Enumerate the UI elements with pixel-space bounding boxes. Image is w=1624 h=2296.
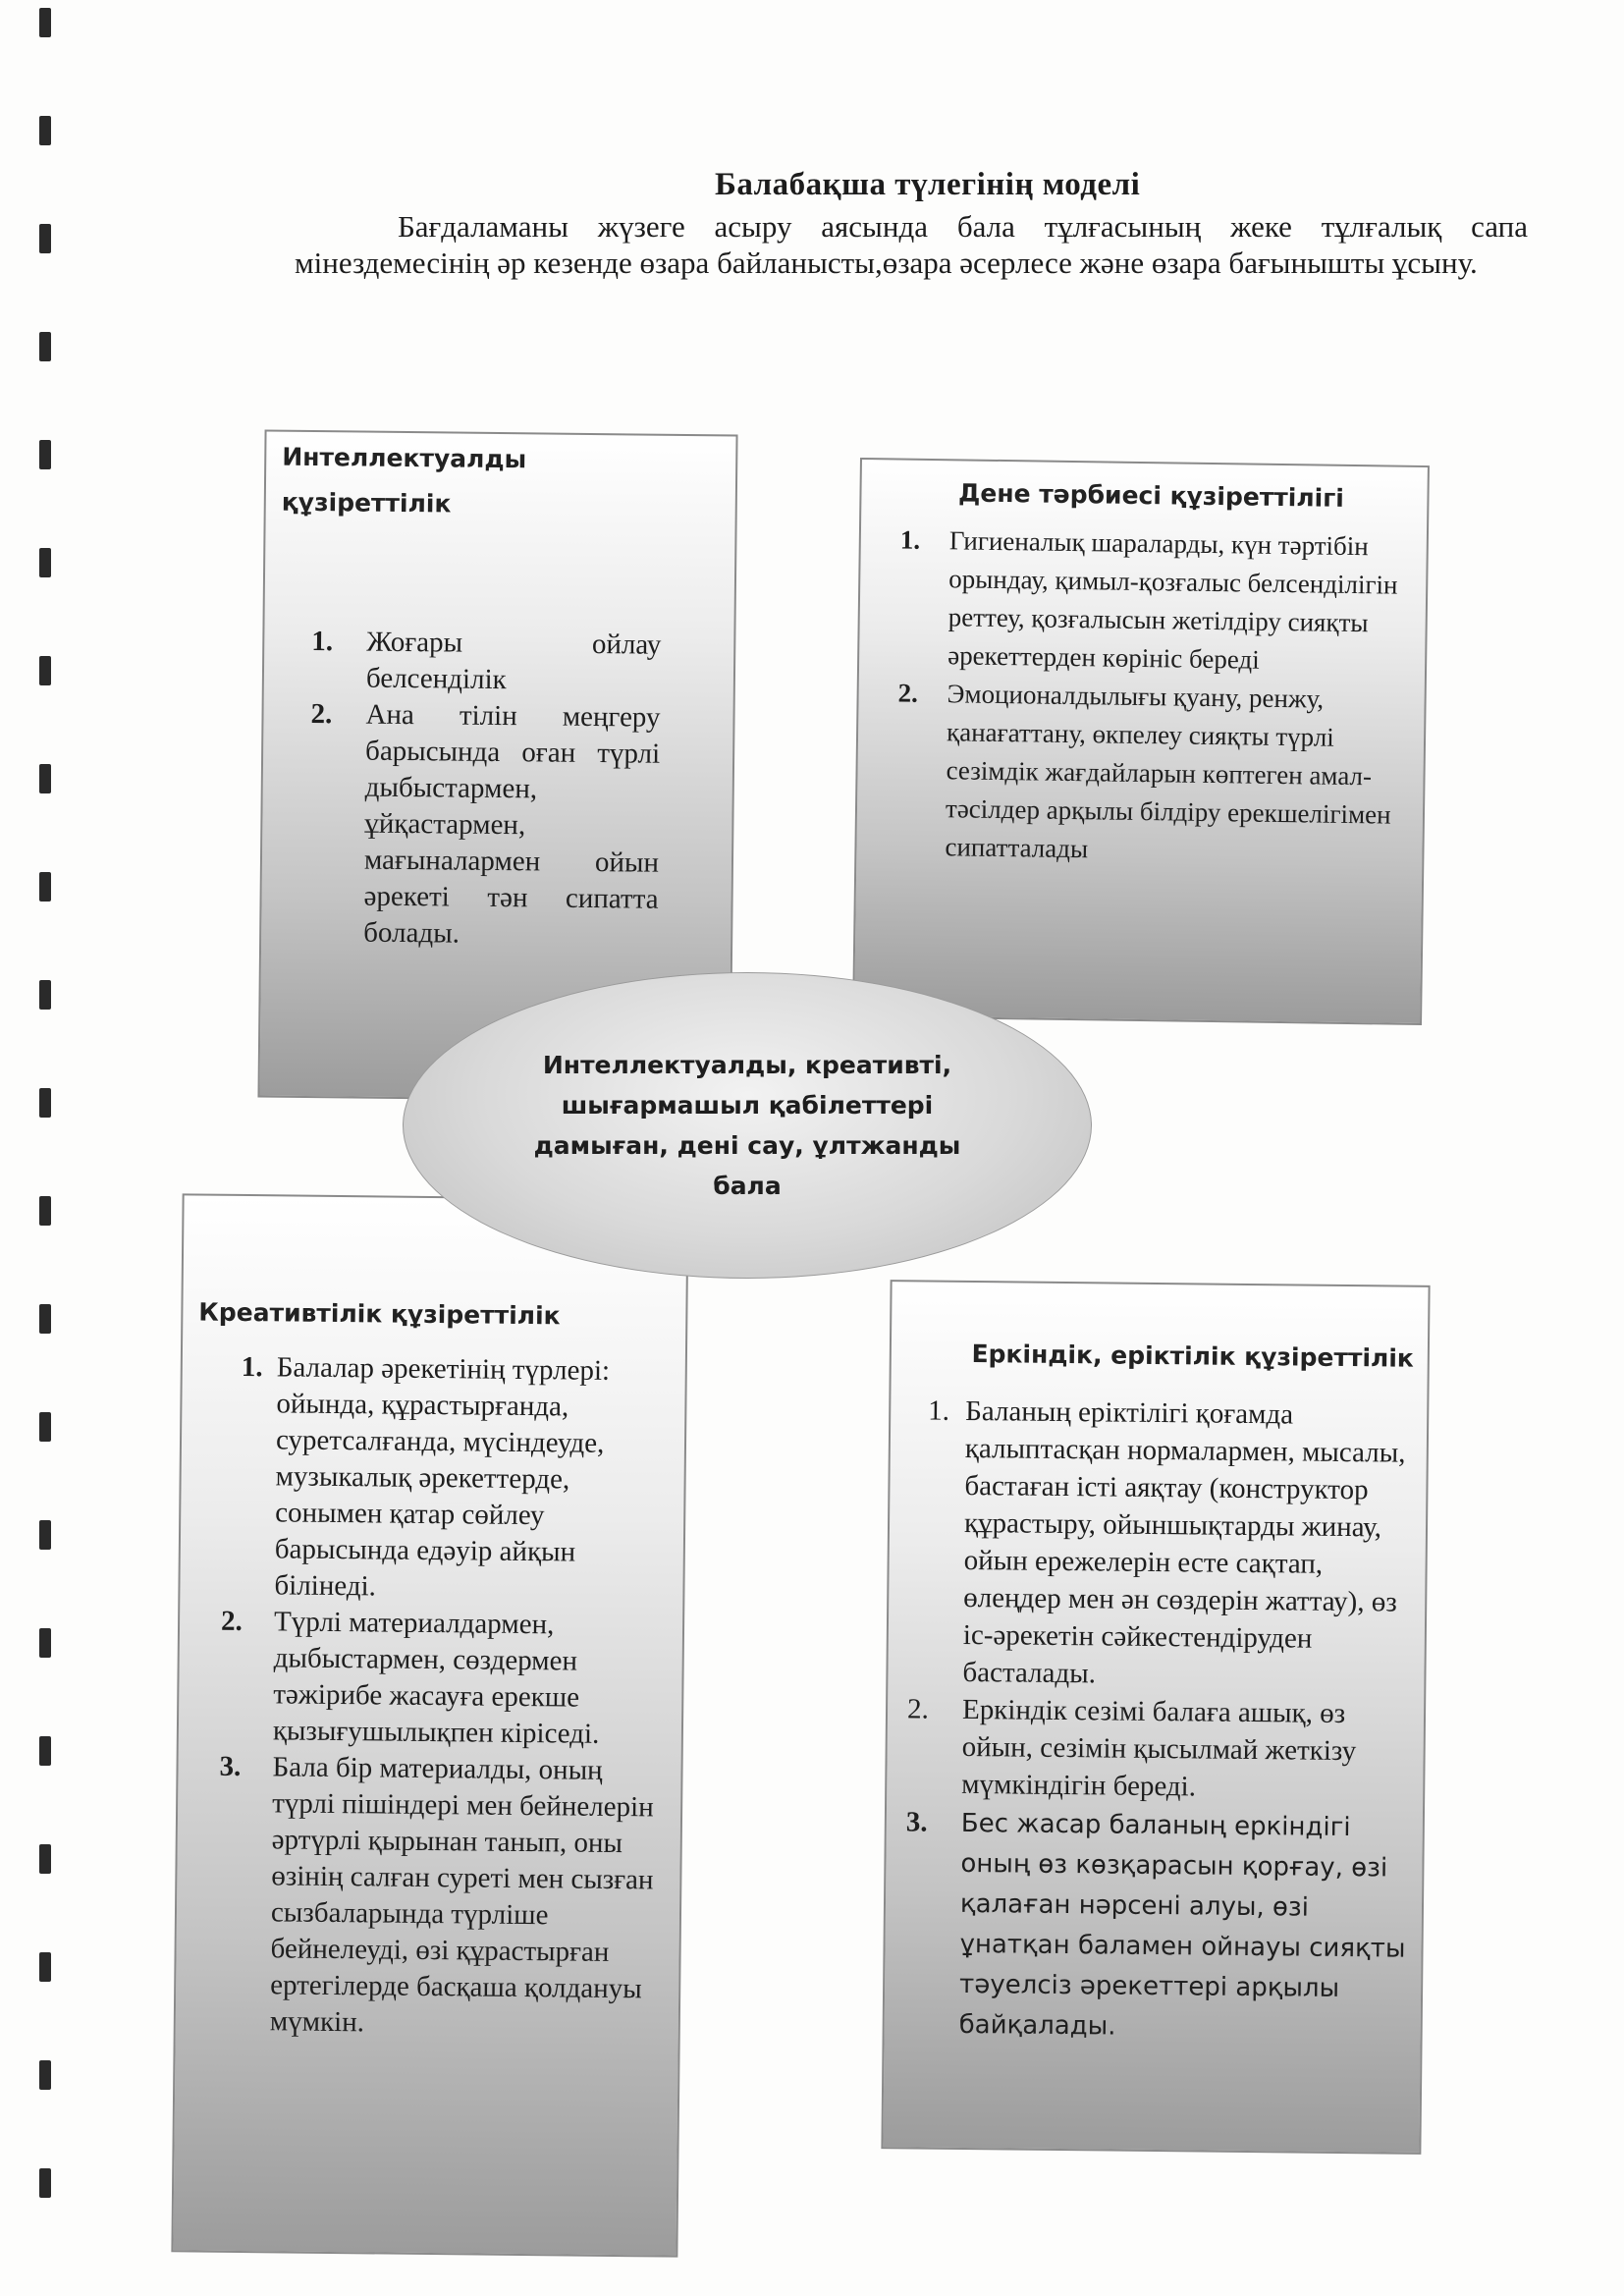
- binder-hole: [39, 2168, 51, 2198]
- binder-hole: [39, 872, 51, 902]
- binder-hole: [39, 1304, 51, 1334]
- binder-hole: [39, 1412, 51, 1442]
- physical-list: [890, 520, 1407, 872]
- box-title: Еркіндік, еріктілік құзіреттілік: [971, 1339, 1414, 1373]
- list-item: [907, 1392, 1413, 1695]
- item-number: 1.: [899, 524, 921, 555]
- item-text: Балалар әрекетінің түрлері: ойында, құрастырғанда, суретсалғанда, мүсіндеуде, музыкалық әрекеттерде, сонымен қатар сөйлеу барысында едәуір айқын білінеді.: [274, 1351, 611, 1603]
- intellectual-list: [308, 624, 708, 955]
- binder-hole: [39, 1736, 51, 1766]
- item-number: 1.: [311, 626, 334, 658]
- item-text: Ана тілін меңгеру барысында оған түрлі дыбыстармен, ұйқастармен, мағыналармен ойын әрекеті тән сипатта болады.: [363, 698, 661, 950]
- freedom-competence-box: [881, 1280, 1430, 2155]
- list-item: [906, 1690, 1410, 1807]
- box-title: Дене тәрбиесі құзіреттілігі: [957, 478, 1345, 513]
- item-number: 1.: [928, 1394, 950, 1427]
- binder-hole: [39, 1196, 51, 1226]
- binder-hole: [39, 656, 51, 685]
- item-text: Жоғары ойлау белсенділік: [365, 626, 662, 696]
- item-number: 2.: [310, 698, 333, 731]
- physical-competence-box: [852, 458, 1430, 1025]
- page-title: Балабақша түлегінің моделі: [715, 167, 1141, 202]
- binder-hole: [39, 1844, 51, 1874]
- list-item: [904, 1802, 1410, 2049]
- binder-hole: [39, 980, 51, 1010]
- binder-hole: [39, 224, 51, 253]
- item-number: 3.: [219, 1750, 242, 1782]
- binder-hole: [39, 1520, 51, 1550]
- item-text: Баланың еріктілігі қоғамда қалыптасқан нормалармен, мысалы, бастаған істі аяқтау (конструктор құрастыру, ойыншықтарды жинау, ойын ережелерін есте сақтап, өлеңдер мен ән сөздерін жаттау), өз іс-әрекетін сәйкестендіруден басталады.: [962, 1394, 1406, 1690]
- binder-hole: [39, 116, 51, 145]
- binder-hole: [39, 1088, 51, 1118]
- item-text: Бала бір материалды, оның түрлі пішіндері мен бейнелерін әртүрлі қырынан танып, оны өзінің салған суреті мен сызған сызбаларында түрліше бейнелеуді, өзі құрастырған ертегілерде басқаша қолдануы мүмкін.: [269, 1751, 654, 2039]
- list-item: [225, 1349, 666, 1609]
- list-item: [890, 674, 1405, 872]
- binder-hole: [39, 1952, 51, 1982]
- binder-hole: [39, 548, 51, 577]
- item-number: 1.: [241, 1350, 263, 1384]
- list-item: [220, 1604, 664, 1754]
- binder-hole: [39, 332, 51, 361]
- item-number: 2.: [906, 1693, 929, 1725]
- list-item: [311, 624, 662, 700]
- list-item: [893, 520, 1407, 681]
- item-text: Эмоционалдылығы қуану, ренжу, қанағаттану, өкпелеу сияқты түрлі сезімдік жағдайларын көптеген амал-тәсілдер арқылы білдіру ерекшелігімен сипатталады: [945, 679, 1391, 864]
- center-text: Интеллектуалды, креативті, шығармашыл қабілеттері дамыған, дені сау, ұлтжанды бала: [533, 1051, 961, 1200]
- box-title: Интеллектуалды құзіреттілік: [281, 442, 527, 519]
- item-number: 3.: [905, 1806, 928, 1838]
- creativity-list: [191, 1349, 666, 2045]
- item-number: 2.: [220, 1605, 244, 1637]
- list-item: [221, 1749, 662, 2045]
- item-text: Бес жасар баланың еркіндігі оның өз көзқарасын қорғау, өзі қалаған нәрсені алуы, өзі ұнатқан баламен ойнауы сияқты тәуелсіз әрекеттері арқылы байқалады.: [958, 1808, 1406, 2042]
- creativity-competence-box: [171, 1193, 688, 2257]
- item-text: Түрлі материалдармен, дыбыстармен, сөздермен тәжірибе жасауға ерекше қызығушылықпен кіріседі.: [272, 1606, 600, 1750]
- binder-hole: [39, 1628, 51, 1658]
- freedom-list: [904, 1392, 1414, 2049]
- item-text: Еркіндік сезімі балаға ашық, өз ойын, сезімін қысылмай жеткізу мүмкіндігін береді.: [961, 1693, 1357, 1803]
- binder-hole: [39, 440, 51, 469]
- item-text: Гигиеналық шараларды, күн тәртібін орындау, қимыл-қозғалыс белсенділігін реттеу, қозғалысын жетілдіру сияқты әрекеттерден көрініс береді: [947, 525, 1398, 675]
- box-title: Креативтілік құзіреттілік: [198, 1297, 561, 1331]
- binder-hole: [39, 764, 51, 793]
- binder-hole: [39, 2060, 51, 2090]
- intro-paragraph: Бағдаламаны жүзеге асыру аясында бала тұлғасының жеке тұлғалық сапа мінездемесінің әр кезенде өзара байланысты,өзара әсерлесе және өзара бағынышты ұсыну.: [295, 209, 1528, 280]
- item-number: 2.: [897, 678, 919, 708]
- list-item: [308, 696, 661, 955]
- center-ellipse: [403, 972, 1092, 1279]
- binder-hole: [39, 8, 51, 37]
